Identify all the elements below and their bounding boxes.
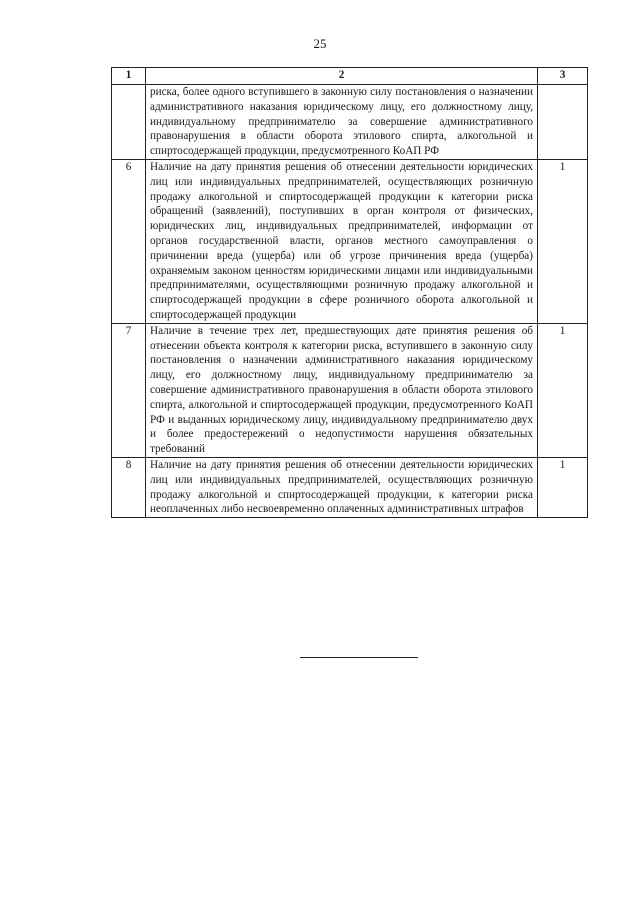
row-score: 1 xyxy=(538,457,588,517)
row-score xyxy=(538,85,588,160)
row-criterion-text: Наличие на дату принятия решения об отнесении деятельности юридических лиц или индивидуальных предпринимателей, осуществляющих розничную продажу алкогольной и спиртосодержащей продукции, к категории риска неоплаченных либо несвоевременно оплаченных административных штрафов xyxy=(146,457,538,517)
risk-criteria-table xyxy=(111,67,588,518)
row-number: 7 xyxy=(112,323,146,457)
row-score: 1 xyxy=(538,323,588,457)
column-header-criterion: 2 xyxy=(146,68,538,85)
row-criterion-text: риска, более одного вступившего в законную силу постановления о назначении административного наказания юридическому лицу, его должностному лицу, индивидуальному предпринимателю за совершение административного правонарушения в области оборота этилового спирта, алкогольной и спиртосодержащей продукции, предусмотренного КоАП РФ xyxy=(146,85,538,160)
row-number: 8 xyxy=(112,457,146,517)
row-criterion-text: Наличие на дату принятия решения об отнесении деятельности юридических лиц или индивидуальных предпринимателей, осуществляющих розничную продажу алкогольной и спиртосодержащей продукции к категории риска обращений (заявлений), поступивших в орган контроля от физических, юридических лиц, индивидуальных предпринимателей, информации от органов государственной власти, органов местного самоуправления о причинении вреда (ущерба) или об угрозе причинения вреда (ущерба) охраняемым законом ценностям юридическими лицами или индивидуальными предпринимателями, осуществляющими розничную продажу алкогольной и спиртосодержащей продукции в сфере розничного оборота алкогольной и спиртосодержащей продукции xyxy=(146,159,538,323)
row-number: 6 xyxy=(112,159,146,323)
row-score: 1 xyxy=(538,159,588,323)
column-header-number: 1 xyxy=(112,68,146,85)
table-header-row xyxy=(112,68,588,85)
table-row xyxy=(112,457,588,517)
row-criterion-text: Наличие в течение трех лет, предшествующих дате принятия решения об отнесении объекта контроля к категории риска, вступившего в законную силу постановления о назначении административного наказания юридическому лицу, его должностному лицу, индивидуальному предпринимателю за совершение административного правонарушения в области оборота этилового спирта, алкогольной и спиртосодержащей продукции, предусмотренного КоАП РФ и выданных юридическому лицу, индивидуальному предпринимателю двух и более предостережений о недопустимости нарушения обязательных требований xyxy=(146,323,538,457)
table-row xyxy=(112,159,588,323)
column-header-score: 3 xyxy=(538,68,588,85)
table-row xyxy=(112,85,588,160)
table-row xyxy=(112,323,588,457)
row-number xyxy=(112,85,146,160)
document-end-rule xyxy=(300,657,418,658)
page-number: 25 xyxy=(313,36,327,51)
